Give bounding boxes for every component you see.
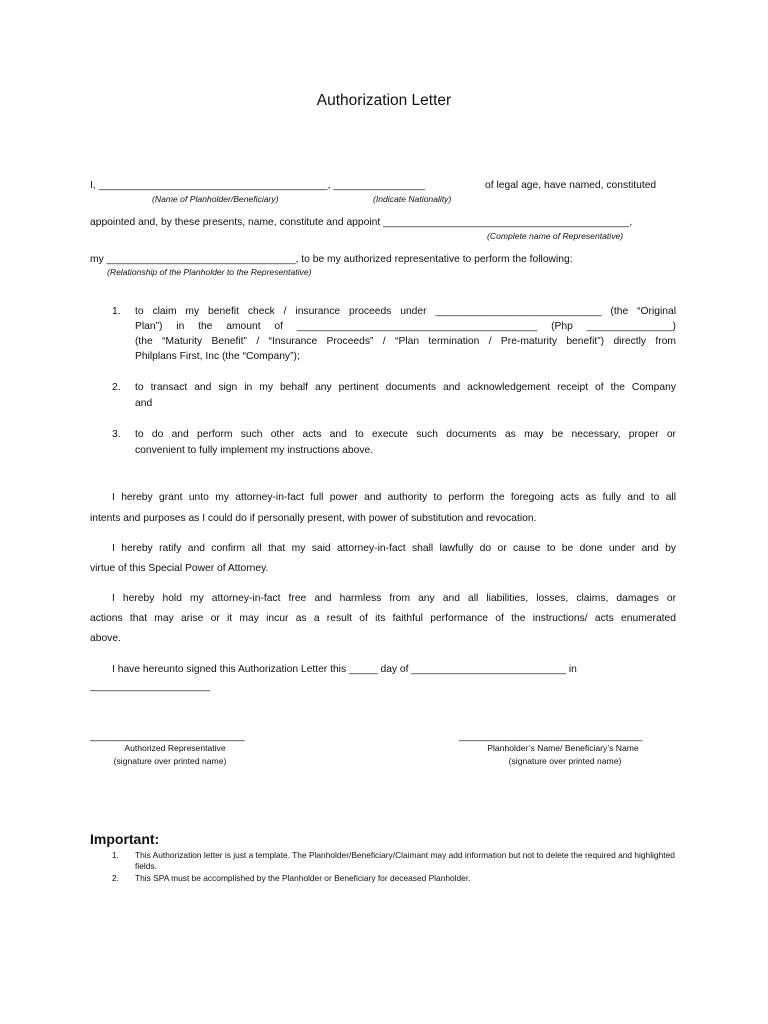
signature-line: ________________________________ bbox=[459, 731, 643, 742]
important-heading: Important: bbox=[90, 831, 160, 847]
intro-line-3: my _________________________________, to be my authorized representative to perform the following: bbox=[90, 254, 573, 265]
important-note-number: 2. bbox=[112, 873, 119, 883]
intro-line-1-left: I, ________________________________________, ________________ bbox=[90, 180, 425, 191]
paragraph-line: I have hereunto signed this Authorization Letter this _____ day of ___________________________ in bbox=[112, 664, 577, 675]
signature-name: Authorized Representative bbox=[124, 743, 226, 753]
paragraph-line: intents and purposes as I could do if personally present, with power of substitution and revocation. bbox=[90, 513, 537, 524]
list-number: 1. bbox=[112, 306, 121, 317]
important-note: This SPA must be accomplished by the Planholder or Beneficiary for deceased Planholder. bbox=[135, 873, 471, 883]
intro-line-2: appointed and, by these presents, name, constitute and appoint ___________________________________________, bbox=[90, 217, 633, 228]
list-item-line: to do and perform such other acts and to execute such documents as may be necessary, proper or bbox=[135, 429, 676, 440]
list-item-line: Plan”) in the amount of __________________________________________ (Php _______________) bbox=[135, 321, 676, 332]
paragraph-line: _____________________ bbox=[90, 681, 211, 692]
paragraph-line: I hereby hold my attorney-in-fact free and harmless from any and all liabilities, losses, claims, damages or bbox=[112, 593, 676, 604]
list-item-line: (the “Maturity Benefit” / “Insurance Proceeds” / “Plan termination / Pre-maturity benefit”) directly from bbox=[135, 336, 676, 347]
intro-line-1-right: of legal age, have named, constituted bbox=[485, 180, 657, 191]
signature-note: (signature over printed name) bbox=[113, 756, 227, 766]
hint-representative-name: (Complete name of Representative) bbox=[487, 231, 624, 241]
paragraph-line: I hereby grant unto my attorney-in-fact full power and authority to perform the foregoing acts as fully and to all bbox=[112, 492, 676, 503]
document-title: Authorization Letter bbox=[316, 92, 452, 109]
important-note-number: 1. bbox=[112, 850, 119, 860]
list-item-line: to claim my benefit check / insurance proceeds under _____________________________ (the “Original bbox=[135, 306, 676, 317]
signature-name: Planholder’s Name/ Beneficiary’s Name bbox=[487, 743, 639, 753]
list-number: 3. bbox=[112, 429, 121, 440]
list-number: 2. bbox=[112, 382, 121, 393]
list-item-line: to transact and sign in my behalf any pertinent documents and acknowledgement receipt of the Company bbox=[135, 382, 676, 393]
hint-name-of-planholder: (Name of Planholder/Beneficiary) bbox=[152, 194, 279, 204]
list-item-line: Philplans First, Inc (the “Company”); bbox=[135, 351, 300, 362]
list-item-line: and bbox=[135, 398, 153, 409]
signature-note: (signature over printed name) bbox=[508, 756, 622, 766]
signature-line: ___________________________ bbox=[90, 731, 245, 742]
hint-relationship: (Relationship of the Planholder to the Representative) bbox=[107, 267, 312, 277]
important-note: This Authorization letter is just a template. The Planholder/Beneficiary/Claimant may add information but not to delete the required and highlighted fields. bbox=[135, 850, 675, 871]
paragraph-line: above. bbox=[90, 633, 121, 644]
paragraph-line: virtue of this Special Power of Attorney. bbox=[90, 563, 269, 574]
list-item-line: convenient to fully implement my instructions above. bbox=[135, 445, 374, 456]
hint-nationality: (Indicate Nationality) bbox=[373, 194, 452, 204]
paragraph-line: I hereby ratify and confirm all that my said attorney-in-fact shall lawfully do or cause to be done under and by bbox=[112, 543, 676, 554]
paragraph-line: actions that may arise or it may incur as a result of its faithful performance of the instructions/ acts enumerated bbox=[90, 613, 676, 624]
